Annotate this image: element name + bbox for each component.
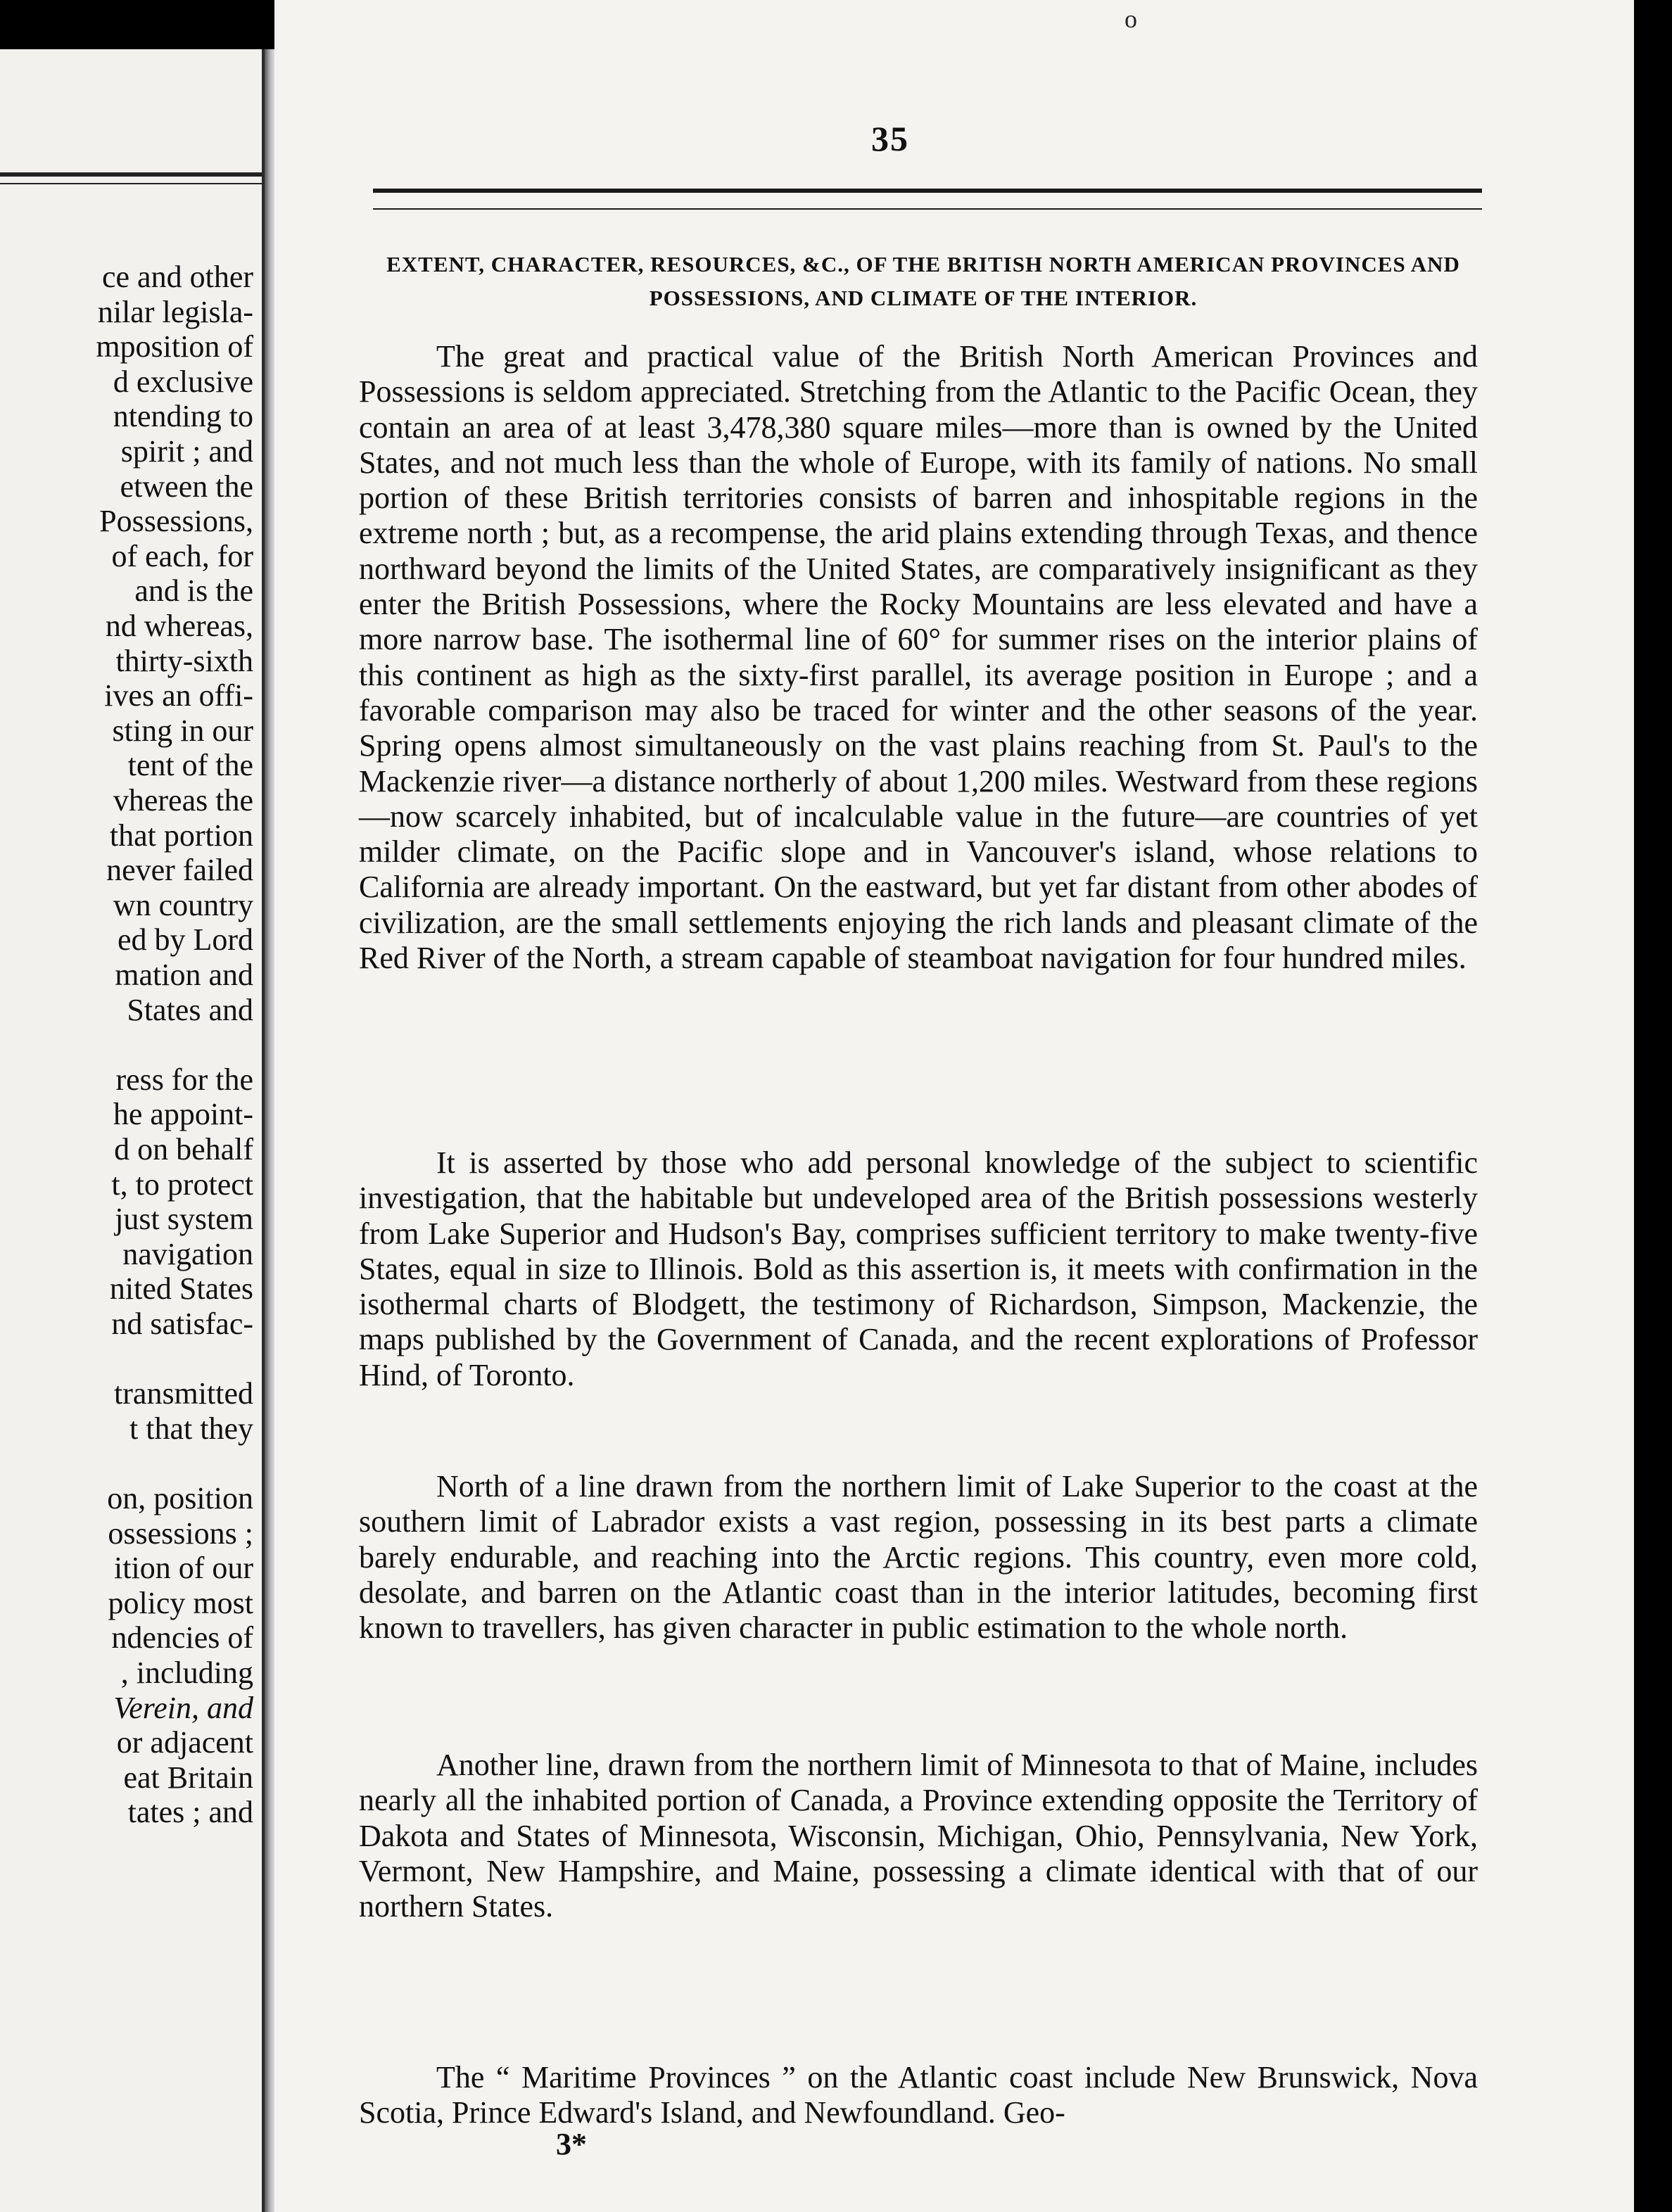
left-page-line: ition of our — [114, 1551, 253, 1586]
left-page-line: nd whereas, — [105, 609, 253, 643]
left-page-rule — [0, 172, 262, 177]
paragraph-4: Another line, drawn from the northern limit of Minnesota to that of Maine, includes nearly all the inhabited portion of Canada, a Province extending opposite the Territory of Dakota and States of Minnesota, Wisconsin, Michigan, Ohio, Pennsylvania, New York, Vermont, New Hampshire, and Maine, possessing a climate identical with that of our northern States. — [359, 1748, 1478, 1924]
left-page-line: eat Britain — [123, 1760, 253, 1795]
left-page-line: etween the — [120, 469, 253, 504]
left-page-line: he appoint- — [113, 1097, 253, 1132]
left-page-line: on, position — [107, 1481, 253, 1515]
top-mark: o — [1125, 5, 1137, 33]
left-page-line: d exclusive — [113, 364, 253, 399]
left-page-line: nd satisfac- — [111, 1307, 253, 1341]
left-page-line: transmitted — [114, 1376, 253, 1411]
left-page-line: mposition of — [96, 329, 253, 364]
book-gutter — [265, 49, 274, 2212]
left-page-line: d on behalf — [114, 1132, 253, 1167]
left-page-line: nilar legisla- — [97, 294, 253, 329]
left-page-line: ed by Lord — [117, 922, 253, 958]
left-page-line: tent of the — [127, 748, 253, 783]
left-page-line: that portion — [109, 818, 253, 853]
page-number: 35 — [871, 119, 909, 158]
left-page-line: thirty-sixth — [115, 643, 253, 678]
left-page-rule-thin — [0, 183, 262, 184]
left-page-line: t, to protect — [111, 1167, 253, 1202]
left-page-line: mation and — [115, 958, 253, 992]
header-rule-thin — [373, 208, 1482, 210]
left-page-line: sting in our — [112, 713, 253, 748]
left-page-line: ce and other — [102, 260, 253, 294]
left-page-line: policy most — [108, 1585, 253, 1620]
left-page-line: ndencies of — [111, 1620, 253, 1655]
left-page-line: never failed — [106, 853, 253, 888]
left-page-line: navigation — [122, 1236, 253, 1271]
left-page-line: ress for the — [115, 1062, 253, 1097]
left-page-line: Possessions, — [99, 504, 253, 539]
left-page-line: ives an offi- — [104, 678, 253, 713]
left-page-line: States and — [127, 992, 253, 1027]
left-page-line: t that they — [129, 1411, 253, 1446]
left-page-line: just system — [115, 1202, 253, 1237]
paragraph-3: North of a line drawn from the northern limit of Lake Superior to the coast at the southern limit of Labrador exists a vast region, possessing in its best parts a climate barely endurable, and reaching into the Arctic regions. This country, even more cold, desolate, and barren on the Atlantic coast than in the interior latitudes, becoming first known to travellers, has given character in public estimation to the whole north. — [359, 1469, 1478, 1646]
left-page-line: Verein, and — [113, 1690, 253, 1725]
left-page-line: of each, for — [111, 538, 253, 573]
left-page-line: , including — [120, 1655, 253, 1690]
left-page-line: or adjacent — [116, 1725, 253, 1760]
signature-mark: 3* — [556, 2127, 587, 2161]
left-page-line: wn country — [113, 887, 253, 922]
left-page-line: spirit ; and — [120, 434, 253, 469]
left-page-line: vhereas the — [113, 783, 253, 818]
left-facing-page — [0, 49, 265, 2212]
paragraph-5: The “ Maritime Provinces ” on the Atlantic coast include New Brunswick, Nova Scotia, Prince Edward's Island, and Newfoundland. Geo- — [359, 2060, 1478, 2130]
left-page-line: nited States — [109, 1271, 253, 1307]
left-page-line: and is the — [134, 573, 253, 609]
left-page-line: ossessions ; — [108, 1515, 253, 1551]
paragraph-1: The great and practical value of the British North American Provinces and Possessions is seldom appreciated. Stretching from the Atlantic to the Pacific Ocean, they contain an area of at least 3,478,380 square miles—more than is owned by the United States, and not much less than the whole of Europe, with its family of nations. No small portion of these British territories consists of barren and inhospitable regions in the extreme north ; but, as a recompense, the arid plains extending through Texas, and thence northward beyond the limits of the United States, are comparatively insignificant as they enter the British Possessions, where the Rocky Mountains are less elevated and have a more narrow base. The isothermal line of 60° for summer rises on the interior plains of this continent as high as the sixty-first parallel, its average position in Europe ; and a favorable comparison may also be traced for winter and the other seasons of the year. Spring opens almost simultaneously on the vast plains reaching from St. Paul's to the Mackenzie river—a distance northerly of about 1,200 miles. Westward from these regions—now scarcely inhabited, but of incalculable value in the future—are countries of yet milder climate, on the Pacific slope and in Vancouver's island, whose relations to California are already important. On the eastward, but yet far distant from other abodes of civilization, are the small settlements enjoying the rich lands and pleasant climate of the Red River of the North, a stream capable of steamboat navigation for four hundred miles. — [359, 339, 1478, 976]
section-title: EXTENT, CHARACTER, RESOURCES, &C., OF THE BRITISH NORTH AMERICAN PROVINCES AND POSSESSIONS, AND CLIMATE OF THE INTERIOR. — [386, 252, 1460, 310]
left-page-line: tates ; and — [127, 1795, 253, 1830]
left-page-line: ntending to — [113, 399, 253, 434]
paragraph-2: It is asserted by those who add personal knowledge of the subject to scientific investigation, that the habitable but undeveloped area of the British possessions westerly from Lake Superior and Hudson's Bay, comprises sufficient territory to make twenty-five States, equal in size to Illinois. Bold as this assertion is, it meets with confirmation in the isothermal charts of Blodgett, the testimony of Richardson, Simpson, Mackenzie, the maps published by the Government of Canada, and the recent explorations of Professor Hind, of Toronto. — [359, 1145, 1478, 1392]
header-rule-thick — [373, 189, 1482, 193]
page-edge — [1634, 0, 1672, 2212]
